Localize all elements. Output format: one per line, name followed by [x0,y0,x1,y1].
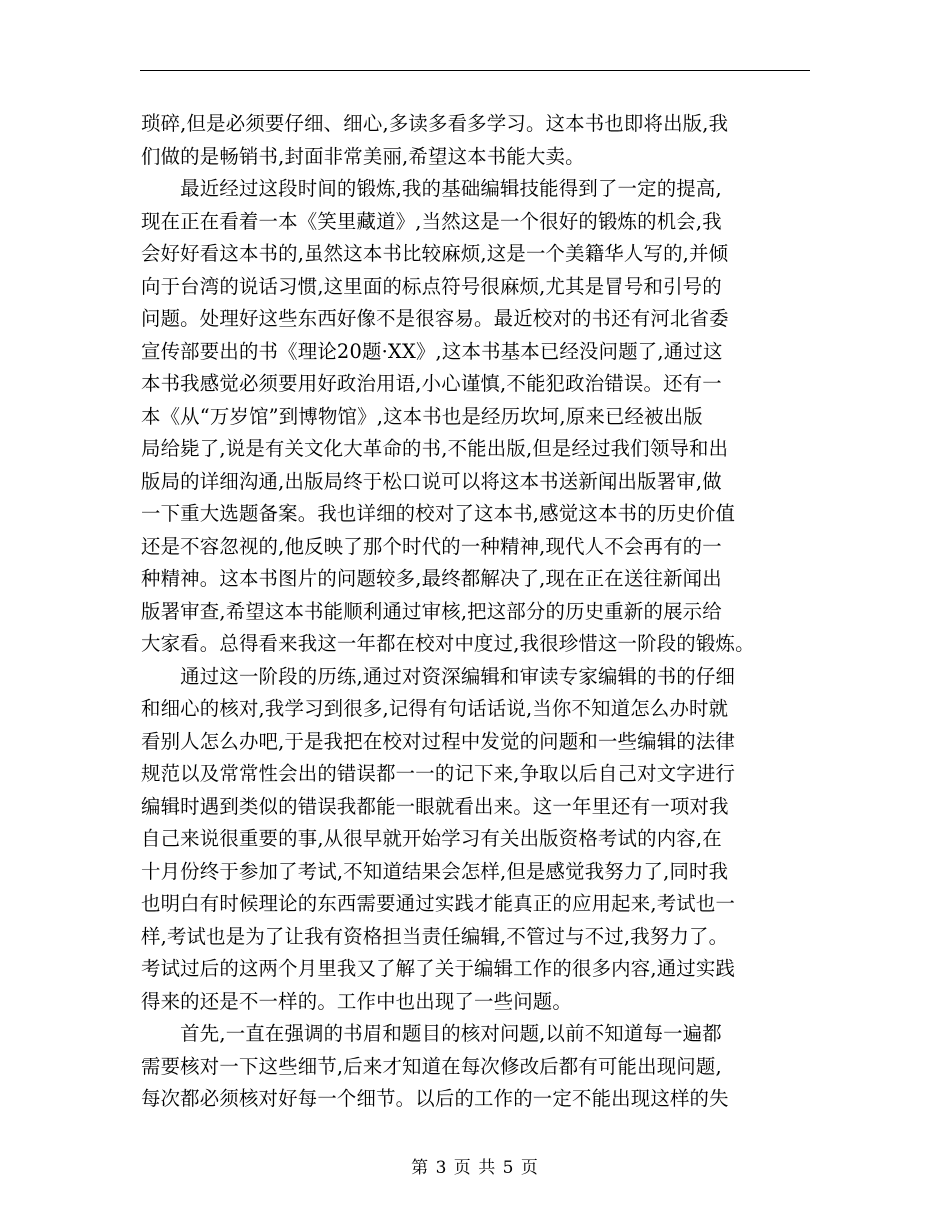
text-line: 需要核对一下这些细节,后来才知道在每次修改后都有可能出现问题, [141,1054,722,1078]
text-line: 宣传部要出的书《理论20题·XX》,这本书基本已经没问题了,通过这 [141,339,723,363]
text-line: 还是不容忽视的,他反映了那个时代的一种精神,现代人不会再有的一 [141,534,722,558]
text-line: 规范以及常常性会出的错误都一一的记下来,争取以后自己对文字进行 [141,762,736,785]
text-line: 种精神。这本书图片的问题较多,最终都解决了,现在正在送往新闻出 [141,567,722,590]
text-line: 版局的详细沟通,出版局终于松口说可以将这本书送新闻出版署审,做 [141,469,722,493]
text-line: 问题。处理好这些东西好像不是很容易。最近校对的书还有河北省委 [141,307,729,330]
text-line: 每次都必须核对好每一个细节。以后的工作的一定不能出现这样的失 [141,1087,729,1110]
text-line: 样,考试也是为了让我有资格担当责任编辑,不管过与不过,我努力了。 [141,924,729,948]
text-line: 首先,一直在强调的书眉和题目的核对问题,以前不知道每一遍都 [141,1022,722,1045]
text-line: 版署审查,希望这本书能顺利通过审核,把这部分的历史重新的展示给 [141,599,722,623]
page-footer: 第 3 页 共 5 页 [411,1158,539,1178]
text-line: 琐碎,但是必须要仔细、细心,多读多看多学习。这本书也即将出版,我 [141,112,729,135]
text-line: 考试过后的这两个月里我又了解了关于编辑工作的很多内容,通过实践 [141,957,736,980]
text-line: 看别人怎么办吧,于是我把在校对过程中发觉的问题和一些编辑的法律 [141,729,736,753]
text-line: 和细心的核对,我学习到很多,记得有句话话说,当你不知道怎么办时就 [141,697,729,720]
text-line: 本《从“万岁馆”到博物馆》,这本书也是经历坎坷,原来已经被出版 [141,404,703,428]
text-line: 本书我感觉必须要用好政治用语,小心谨慎,不能犯政治错误。还有一 [141,372,722,395]
header-rule [140,70,810,71]
text-line: 最近经过这段时间的锻炼,我的基础编辑技能得到了一定的提高, [141,177,722,200]
text-line: 现在正在看着一本《笑里藏道》,当然这是一个很好的锻炼的机会,我 [141,209,722,233]
text-line: 得来的还是不一样的。工作中也出现了一些问题。 [141,989,572,1013]
text-line: 自己来说很重要的事,从很早就开始学习有关出版资格考试的内容,在 [141,827,722,850]
text-line: 十月份终于参加了考试,不知道结果会怎样,但是感觉我努力了,同时我 [141,859,729,883]
text-line: 局给毙了,说是有关文化大革命的书,不能出版,但是经过我们领导和出 [141,437,729,460]
text-line: 们做的是畅销书,封面非常美丽,希望这本书能大卖。 [141,144,585,168]
body-text [141,108,811,1116]
text-line: 向于台湾的说话习惯,这里面的标点符号很麻烦,尤其是冒号和引号的 [141,274,722,298]
text-line: 大家看。总得看来我这一年都在校对中度过,我很珍惜这一阶段的锻炼。 [141,632,755,655]
text-line: 编辑时遇到类似的错误我都能一眼就看出来。这一年里还有一项对我 [141,794,729,818]
text-line: 通过这一阶段的历练,通过对资深编辑和审读专家编辑的书的仔细 [141,664,736,688]
text-line: 会好好看这本书的,虽然这本书比较麻烦,这是一个美籍华人写的,并倾 [141,242,729,265]
text-line: 也明白有时候理论的东西需要通过实践才能真正的应用起来,考试也一 [141,892,736,915]
text-line: 一下重大选题备案。我也详细的校对了这本书,感觉这本书的历史价值 [141,502,736,525]
